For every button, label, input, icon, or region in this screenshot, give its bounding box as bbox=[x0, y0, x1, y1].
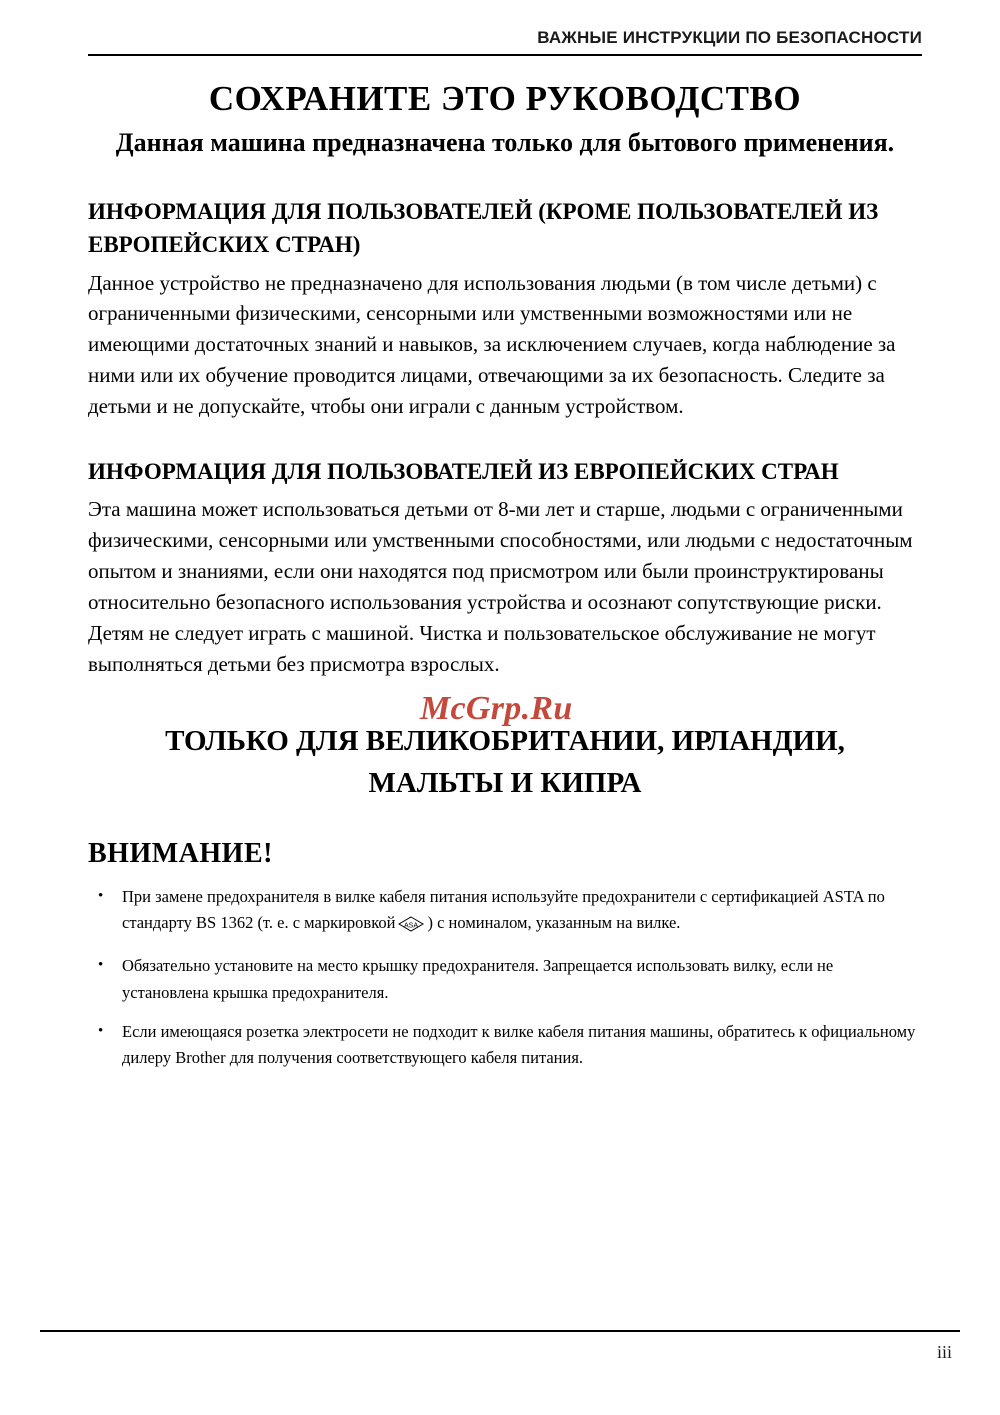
warning-item-text-2: Обязательно установите на место крышку предохранителя. Запрещается использовать вилку, если не установлена крышка предохранителя. bbox=[122, 956, 834, 1002]
document-subtitle: Данная машина предназначена только для бытового применения. bbox=[115, 128, 895, 158]
section-heading-non-eu: ИНФОРМАЦИЯ ДЛЯ ПОЛЬЗОВАТЕЛЕЙ (КРОМЕ ПОЛЬЗОВАТЕЛЕЙ ИЗ ЕВРОПЕЙСКИХ СТРАН) bbox=[88, 199, 879, 257]
warning-heading: ВНИМАНИЕ! bbox=[88, 837, 273, 869]
document-title: СОХРАНИТЕ ЭТО РУКОВОДСТВО bbox=[208, 79, 802, 118]
list-item bbox=[88, 953, 922, 1006]
list-item bbox=[88, 1019, 922, 1072]
section-text-eu: Эта машина может использоваться детьми от 8-ми лет и старше, людьми с ограниченными физическими, сенсорными или умственными способностями, или людьми с недостаточным опытом и знаниями, если они находятся под присмотром или были проинструктированы относительно безопасного использования устройства и осознают сопутствующие риски. Детям не следует играть с машиной. Чистка и пользовательское обслуживание не могут выполняться детьми без присмотра взрослых. bbox=[88, 497, 913, 676]
page-header bbox=[88, 28, 922, 56]
page-number: iii bbox=[936, 1342, 952, 1362]
page-footer bbox=[40, 1330, 960, 1363]
warning-item-text-1a: При замене предохранителя в вилке кабеля питания используйте предохранители с сертификацией ASTA по стандарту BS 1362 (т. е. с маркировкой bbox=[122, 886, 885, 933]
region-title: ТОЛЬКО ДЛЯ ВЕЛИКОБРИТАНИИ, ИРЛАНДИИ, МАЛЬТЫ И КИПРА bbox=[165, 724, 845, 799]
bullet-icon: • bbox=[98, 957, 104, 974]
warning-list bbox=[88, 884, 922, 1072]
document-body bbox=[88, 78, 922, 1072]
bullet-icon: • bbox=[98, 1022, 104, 1039]
bullet-icon: • bbox=[98, 887, 104, 904]
watermark: McGrp.Ru bbox=[420, 690, 573, 727]
svg-text:ASA: ASA bbox=[404, 922, 419, 930]
warning-item-text-3: Если имеющаяся розетка электросети не подходит к вилке кабеля питания машины, обратитесь к официальному дилеру Brother для получения соответствующего кабеля питания. bbox=[122, 1021, 916, 1068]
header-divider bbox=[88, 54, 922, 56]
footer-divider bbox=[40, 1330, 960, 1332]
list-item bbox=[88, 884, 922, 941]
header-title: ВАЖНЫЕ ИНСТРУКЦИИ ПО БЕЗОПАСНОСТИ bbox=[537, 28, 922, 47]
section-text-non-eu: Данное устройство не предназначено для использования людьми (в том числе детьми) с ограниченными физическими, сенсорными или умственными возможностями или не имеющими достаточных знаний и навыков, за исключением случаев, когда наблюдение за ними или их обучение проводится лицами, отвечающими за их безопасность. Следите за детьми и не допускайте, чтобы они играли с данным устройством. bbox=[88, 270, 896, 418]
asta-bs1362-mark-icon bbox=[398, 914, 424, 941]
warning-item-text-1b: ) с номиналом, указанным на вилке. bbox=[427, 913, 681, 933]
section-heading-eu: ИНФОРМАЦИЯ ДЛЯ ПОЛЬЗОВАТЕЛЕЙ ИЗ ЕВРОПЕЙСКИХ СТРАН bbox=[88, 458, 839, 484]
